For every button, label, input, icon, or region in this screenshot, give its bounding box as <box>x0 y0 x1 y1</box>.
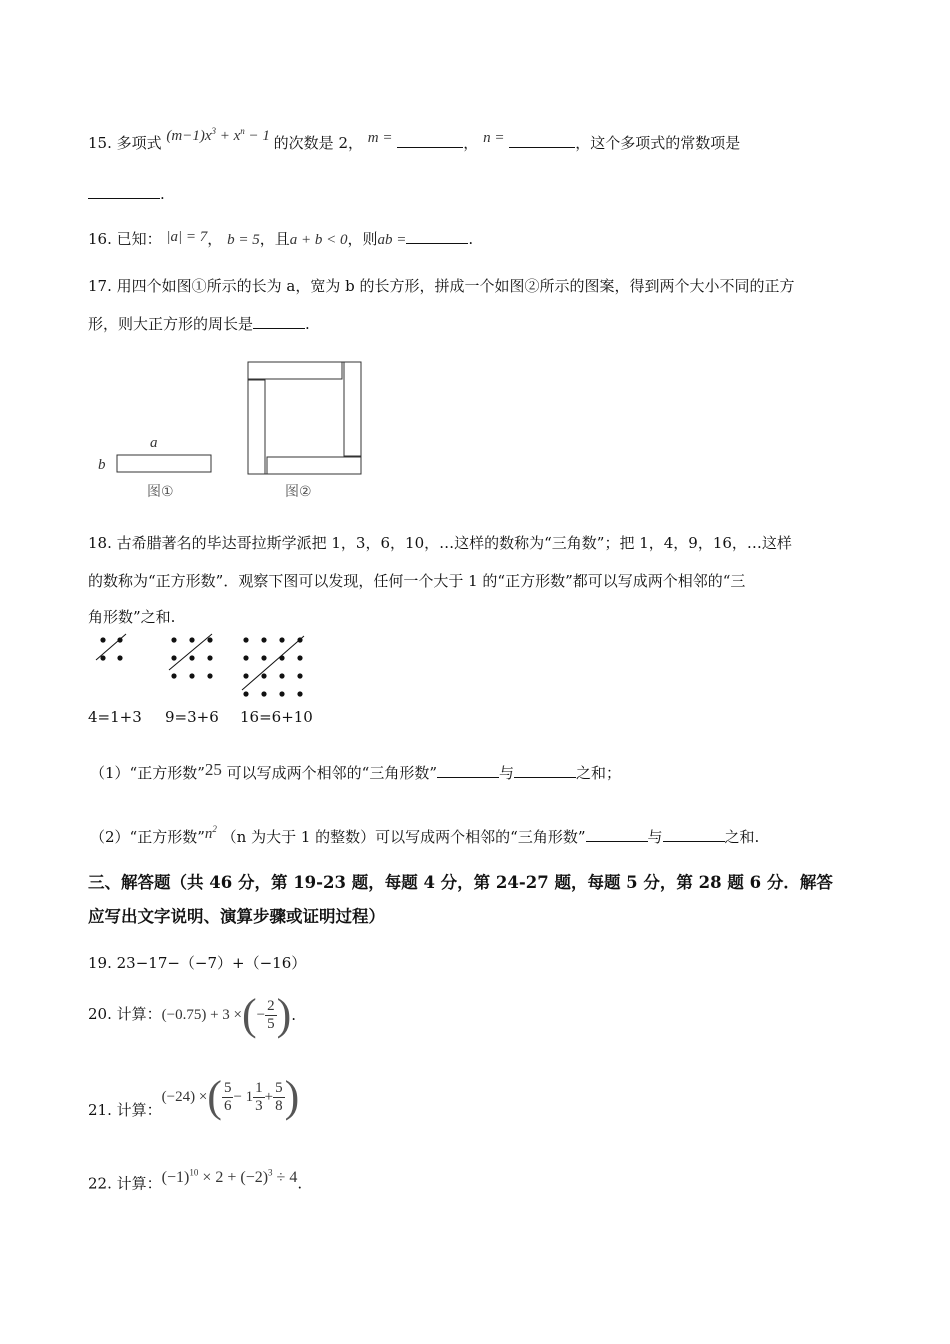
fig2-rect-top <box>248 362 342 379</box>
q18-sub2-blank1[interactable] <box>586 827 648 842</box>
q21-expr: (−24) × <box>161 1089 208 1105</box>
fig1-rectangle <box>117 455 211 472</box>
question-19: 19. 23−17−（−7）+（−16） <box>88 954 307 972</box>
section-3-heading-line1: 三、解答题（共 46 分，第 19-23 题，每题 4 分，第 24-27 题，每题 5 分，第 28 题 6 分．解答 <box>88 873 833 892</box>
question-16: 16. 已知： |a| = 7， b = 5，且a + b < 0，则ab = . <box>88 229 474 248</box>
q15-n-blank[interactable] <box>509 133 575 148</box>
q18-eq1: 4=1+3 <box>88 708 142 726</box>
q18-sub1-num: 25 <box>204 760 222 779</box>
q18-eq2: 9=3+6 <box>165 708 219 726</box>
q18-sub1-blank2[interactable] <box>514 763 576 778</box>
q18-sub1: （1）“正方形数”25 可以写成两个相邻的“三角形数” 与 之和； <box>90 760 622 782</box>
fig2-caption: 图② <box>285 484 312 500</box>
figure-2 <box>248 362 361 500</box>
question-21: 21. 计算：(−24) ×( $\frac{5}{6}$ − 1 $\frac{1}{3}$ + $\frac{5}{8}$ ) <box>88 1072 300 1121</box>
question-18-line3: 角形数”之和. <box>88 608 176 626</box>
q15-constant-blank[interactable] <box>88 184 160 199</box>
q18-sub1-blank1[interactable] <box>437 763 499 778</box>
question-18-line1: 18. 古希腊著名的毕达哥拉斯学派把 1，3，6，10，…这样的数称为“三角数”；把 1，4，9，16，…这样 <box>88 534 792 552</box>
q15-degree-text: 的次数是 2， <box>273 134 363 152</box>
fig1-caption: 图① <box>147 484 174 500</box>
section-3-heading-line2: 应写出文字说明、演算步骤或证明过程） <box>88 907 385 926</box>
q22-expr: $(-1)^{10} \times 2 + (-2)^3 \div 4$ <box>161 1168 298 1187</box>
fig1-label-b: b <box>98 457 106 473</box>
dots-4x4 <box>242 636 304 697</box>
q16-condition: a + b < 0 <box>289 232 348 248</box>
q21-fraction-3: $\frac{5}{8}$ <box>275 1079 283 1114</box>
q18-dot-figures <box>88 632 328 704</box>
fig2-rect-right <box>344 362 361 456</box>
q20-fraction: $\frac{2}{5}$ <box>267 997 275 1032</box>
fig1-label-a: a <box>150 435 158 451</box>
q18-sub2-blank2[interactable] <box>663 827 725 842</box>
dots-3x3 <box>169 634 213 679</box>
question-15: 15. 多项式 $(m-1)x^3 + x^n - 1$ 的次数是 2， m = ， n = ，这个多项式的常数项是 <box>88 126 741 152</box>
q15-m-label: m = <box>367 130 393 146</box>
question-20: 20. 计算：(−0.75) + 3 ×(− $\frac{2}{5}$ ). <box>88 990 297 1039</box>
q16-blank[interactable] <box>406 229 468 244</box>
q18-eq3: 16=6+10 <box>240 708 313 726</box>
question-17-line1: 17. 用四个如图①所示的长为 a，宽为 b 的长方形，拼成一个如图②所示的图案，得到两个大小不同的正方 <box>88 277 795 295</box>
q18-sub2-var: $n^2$ <box>204 824 217 842</box>
q17-blank[interactable] <box>253 314 305 329</box>
q15-n-label: n = <box>483 130 505 146</box>
q15-m-blank[interactable] <box>397 133 463 148</box>
q15-prefix: 15. 多项式 <box>88 134 162 152</box>
q18-sub2: （2）“正方形数$”n^2$ （n 为大于 1 的整数）可以写成两个相邻的“三角形数” 与 之和. <box>90 824 760 846</box>
q16-b-value: b = 5 <box>227 232 260 248</box>
q15-polynomial: $(m-1)x^3 + x^n - 1$ <box>166 126 270 144</box>
q15-constant-text: ，这个多项式的常数项是 <box>575 134 741 152</box>
question-18-line2: 的数称为“正方形数”．观察下图可以发现，任何一个大于 1 的“正方形数”都可以写成两个相邻的“三 <box>88 572 746 590</box>
q21-fraction-1: $\frac{5}{6}$ <box>223 1079 232 1114</box>
q16-abs-a: |a| = 7 <box>166 229 208 245</box>
question-22: 22. 计算：$(-1)^{10} \times 2 + (-2)^3 \div 4$. <box>88 1168 303 1193</box>
fig2-rect-bottom <box>267 457 361 474</box>
question-17-line2: 形，则大正方形的周长是 . <box>88 315 310 333</box>
fig2-rect-left <box>248 380 265 474</box>
q17-figures <box>92 356 372 506</box>
q20-expr: (−0.75) + 3 × <box>161 1007 242 1023</box>
figure-1 <box>98 435 211 500</box>
q15-line2: . <box>88 183 165 205</box>
q16-prefix: 16. 已知： <box>88 230 162 248</box>
dots-2x2 <box>96 634 126 661</box>
q16-ab: ab = <box>377 232 407 248</box>
q21-fraction-2: $\frac{1}{3}$ <box>255 1079 263 1114</box>
